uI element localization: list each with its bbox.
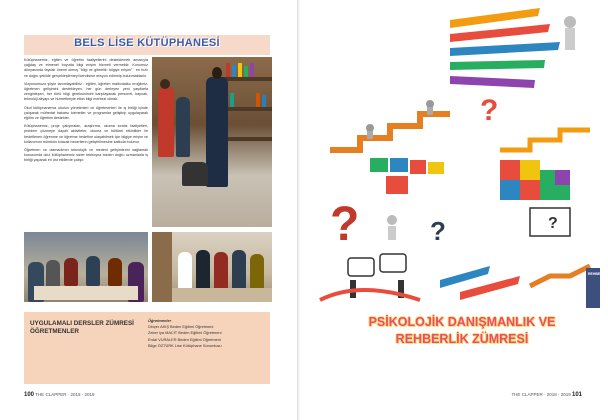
arrows-illustration (450, 8, 576, 88)
teacher-item: Erdal VURALER Beden Eğitimi Öğretmeni (148, 336, 221, 342)
svg-text:?: ? (548, 215, 558, 232)
left-footer (24, 392, 94, 398)
teacher-item: Zeker iya MACİT Beden Eğitimi Öğretmeni (148, 330, 222, 336)
zumre-title: UYGULAMALI DERSLER ZÜMRESİ ÖĞRETMENLER (30, 320, 134, 335)
students-at-tables-photo (24, 232, 148, 302)
teachers-heading: Öğretmenler (148, 318, 172, 323)
section-title-line2: REHBERLİK ZÜMRESİ (395, 332, 529, 346)
teachers-group-photo (152, 232, 272, 302)
svg-text:?: ? (430, 216, 446, 246)
section-title-box (340, 304, 584, 360)
paragraph: Kütüphanemiz, eğitim ve öğretim faaliyetlerini desteklemek amacıyla çağdaş ve etmenel boyutta bilgi erişim hizmeti vermektir. Konumuz dünyasında faydalı önemi olmuş "bilgi ve gitmelik: bilgiye erişim" ' en hızlı ve doğru şekilde gerçekleştirmeyi kendisine misyon edinmiş bulunmaktadır. (24, 58, 148, 78)
teacher-item: Bilge ÖZTÜRK Lise Kütüphane Sorumlusu (148, 342, 222, 348)
paragraph: Kütüphanemiz, proje çalışmaları, araştırma, okuma sıralık faaliyetleri, problem çözmeye dayalı aktiviteler, okuma ve kültürel etkinlikler ile hedeflenen öğrenme ve öğretme hedefine ulaşabilmek için bilgiye erişim ve kullanımını mümkün kılacak becerilerin geliştirilmesine katkıda bulunur. (24, 124, 148, 144)
footer-text: THE CLAPPER · 2018 - 2019 (35, 392, 95, 397)
cube-illustration (500, 160, 570, 200)
section-title (340, 314, 584, 348)
teacher-item: Dinçer AKIŞ Beden Eğitimi Öğretmeni (148, 324, 214, 330)
left-page (0, 0, 300, 420)
section-title-line1: PSİKOLOJİK DANIŞMANLIK VE (368, 315, 556, 329)
guidance-illustration-collage (300, 0, 608, 300)
info-box (24, 312, 270, 384)
page-banner (24, 35, 270, 55)
paragraph: Vizyonumuzu şöyle tanımlayabiliriz : eğitim, öğretim maltıvdatko eroğlimiz, öğretmen gelişimini destekleyen, her gün derleyen yeni yaşıtlarla zenginleşen, her türlü bilgi gereksinimini karşılayacak personel, kaynak, teknoloji altyapı ve hizmetleriyle etkin bilgi merkezi olmak. (24, 81, 148, 102)
paragraph: Öğretmen ve olamadımın teknolojik ve medeni gelişimlerini sağlamak konusunda okul kütüphanemiz sizler tekboşna bizden doğru uzmanlarla iş birliği yaparak en üst etkilerde çalışır. (24, 148, 148, 163)
svg-text:?: ? (480, 94, 499, 127)
question-mark-illustration (330, 198, 570, 251)
right-footer (511, 392, 582, 398)
page-number: 100 (24, 392, 35, 398)
students-in-library-photo (152, 57, 272, 227)
teachers-list (148, 318, 266, 349)
page-number: 101 (571, 392, 582, 398)
footer-text: THE CLAPPER · 2018 - 2019 (511, 392, 571, 397)
page-title: BELS LİSE KÜTÜPHANESİ (74, 37, 220, 49)
staircase-illustration (330, 94, 590, 150)
side-tab (586, 268, 608, 308)
puzzle-illustration (370, 158, 444, 194)
side-tab-label: REHBERLİK (588, 272, 608, 276)
right-page (300, 0, 608, 420)
paragraph: Okul kütüphanemiz okulun yönetimleri ve öğretmenleri ile iş birliği içinde çalışarak müfredat hakarsı hizmetler ve programlar geliştirip uygulayarak eğitim ve öğretimi destekler. (24, 105, 148, 121)
svg-text:?: ? (330, 198, 360, 251)
